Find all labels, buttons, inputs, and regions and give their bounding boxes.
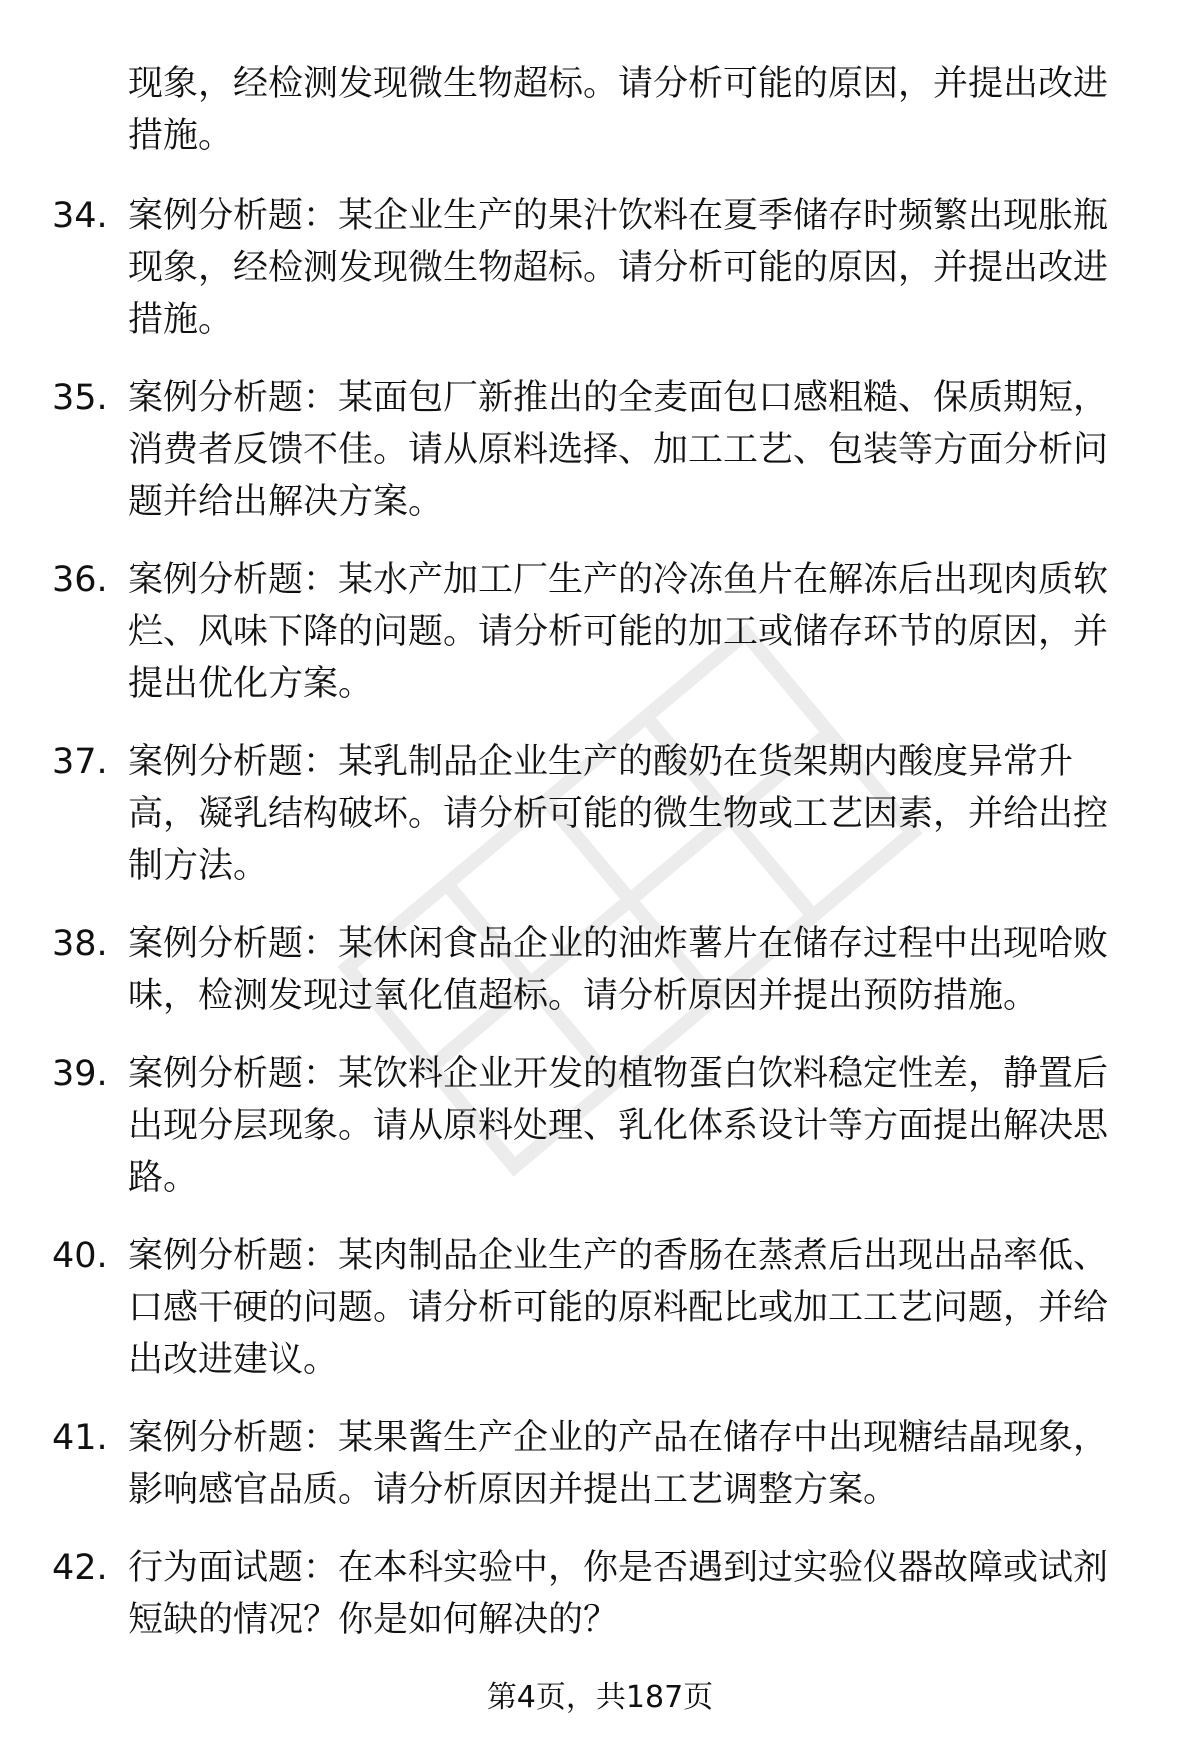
- question-item: [0, 1542, 1200, 1646]
- question-number: 42.: [52, 1548, 108, 1588]
- question-text: 案例分析题：某肉制品企业生产的香肠在蒸煮后出现出品率低、口感干硬的问题。请分析可能的原料配比或加工工艺问题，并给出改进建议。: [128, 1236, 1109, 1380]
- question-number: 37.: [52, 742, 108, 782]
- question-33-continuation: 现象，经检测发现微生物超标。请分析可能的原因，并提出改进措施。: [128, 64, 1109, 156]
- page-footer: 第4页，共187页: [486, 1680, 714, 1715]
- question-item: [0, 1412, 1200, 1516]
- question-text: 案例分析题：某饮料企业开发的植物蛋白饮料稳定性差，静置后出现分层现象。请从原料处理、乳化体系设计等方面提出解决思路。: [128, 1054, 1109, 1198]
- question-number: 38.: [52, 924, 108, 964]
- question-number: 40.: [52, 1236, 108, 1276]
- question-text: 案例分析题：某果酱生产企业的产品在储存中出现糖结晶现象，影响感官品质。请分析原因并提出工艺调整方案。: [128, 1418, 1109, 1510]
- question-number: 34.: [52, 196, 108, 236]
- question-number: 41.: [52, 1418, 108, 1458]
- question-text: 案例分析题：某面包厂新推出的全麦面包口感粗糙、保质期短，消费者反馈不佳。请从原料选择、加工工艺、包装等方面分析问题并给出解决方案。: [128, 378, 1109, 522]
- question-number: 35.: [52, 378, 108, 418]
- question-text: 案例分析题：某乳制品企业生产的酸奶在货架期内酸度异常升高，凝乳结构破坏。请分析可能的微生物或工艺因素，并给出控制方法。: [128, 742, 1109, 886]
- question-number: 36.: [52, 560, 108, 600]
- question-item: [0, 372, 1200, 528]
- question-item: [0, 918, 1200, 1022]
- question-text: 行为面试题：在本科实验中，你是否遇到过实验仪器故障或试剂短缺的情况？你是如何解决的？: [128, 1548, 1109, 1640]
- question-list: [0, 190, 1200, 1672]
- question-item: [0, 1230, 1200, 1386]
- question-text: 案例分析题：某休闲食品企业的油炸薯片在储存过程中出现哈败味，检测发现过氧化值超标。请分析原因并提出预防措施。: [128, 924, 1109, 1016]
- question-number: 39.: [52, 1054, 108, 1094]
- question-item: [0, 554, 1200, 710]
- question-item: [0, 1048, 1200, 1204]
- question-text: 案例分析题：某企业生产的果汁饮料在夏季储存时频繁出现胀瓶现象，经检测发现微生物超标。请分析可能的原因，并提出改进措施。: [128, 196, 1109, 340]
- question-item: [0, 190, 1200, 346]
- question-text: 案例分析题：某水产加工厂生产的冷冻鱼片在解冻后出现肉质软烂、风味下降的问题。请分析可能的加工或储存环节的原因，并提出优化方案。: [128, 560, 1109, 704]
- question-item: [0, 736, 1200, 892]
